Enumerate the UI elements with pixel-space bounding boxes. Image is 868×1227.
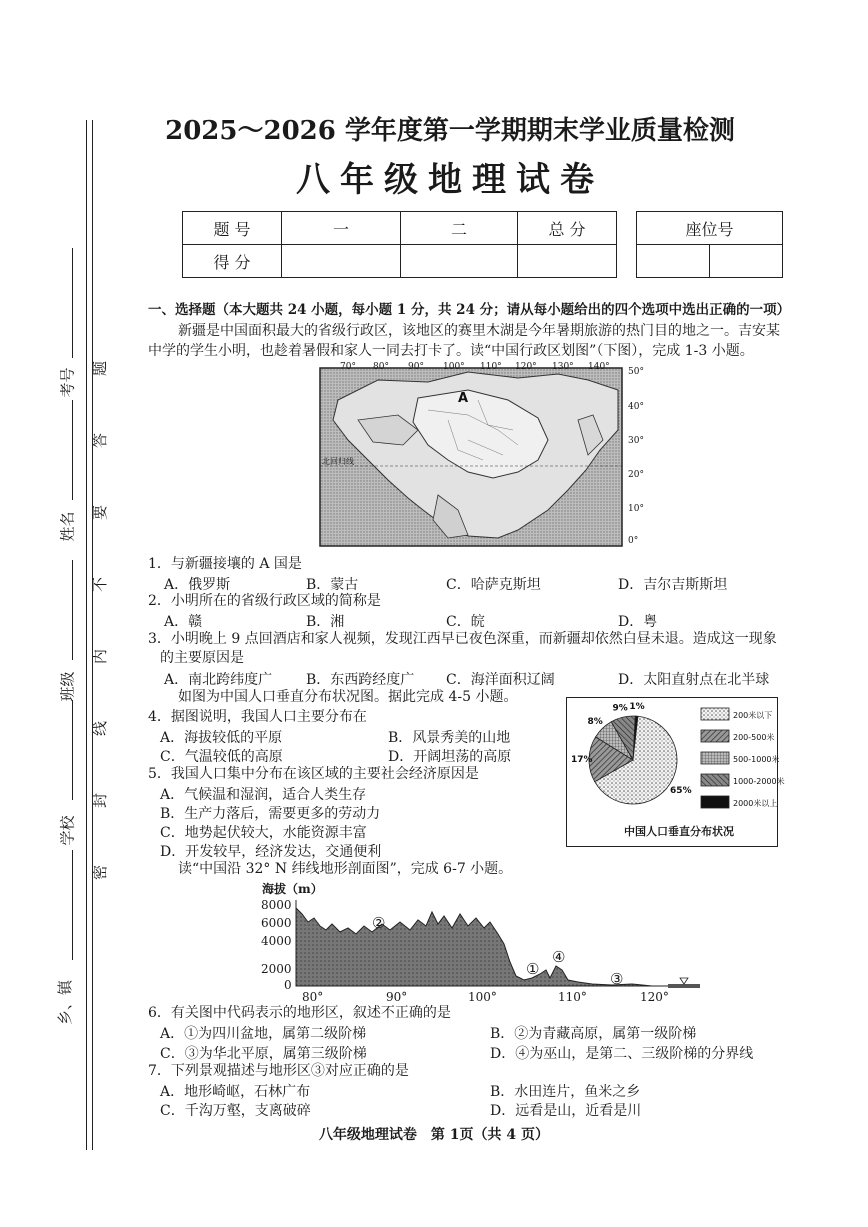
map-lon-label: 140° [588, 362, 610, 372]
profile-marker-3: ③ [610, 970, 624, 988]
seat-table [636, 211, 783, 278]
pie-legend-label: 200米以下 [733, 711, 773, 720]
name-label: 姓名 [58, 511, 77, 542]
pie-legend-swatch [701, 752, 729, 764]
pie-legend-label: 200-500米 [733, 733, 775, 742]
score-row-label: 得 分 [183, 245, 282, 278]
pie-legend-swatch [701, 774, 729, 786]
q7-option-c[interactable]: C．千沟万壑，支离破碎 [160, 1103, 311, 1119]
q4-option-d[interactable]: D．开阔坦荡的高原 [388, 749, 512, 765]
profile-x-tick: 120° [640, 990, 669, 1004]
map-lon-label: 130° [552, 362, 574, 372]
profile-x-tick: 110° [558, 990, 587, 1004]
pie-legend-label: 2000米以上 [733, 799, 778, 808]
pie-value-label: 1% [629, 702, 645, 713]
pie-legend-swatch [701, 708, 729, 720]
map-lon-label: 90° [408, 362, 424, 372]
exam-number-label: 考号 [58, 367, 77, 398]
q1-option-c[interactable]: C．哈萨克斯坦 [446, 577, 541, 593]
score-header-label: 题 号 [183, 212, 282, 245]
seal-char: 线 [91, 720, 110, 737]
q6-option-d[interactable]: D．④为巫山，是第二、三级阶梯的分界线 [490, 1046, 754, 1062]
exam-subject-title: 八年级地理试卷 [296, 160, 604, 200]
q2-stem: 2．小明所在的省级行政区域的简称是 [148, 593, 381, 609]
pie-value-label: 65% [670, 785, 692, 796]
q7-option-d[interactable]: D．远看是山，近看是川 [490, 1103, 642, 1119]
score-cell-part2[interactable] [401, 245, 518, 278]
section1-intro-line2: 中学的学生小明，也趁着暑假和家人一同去打卡了。读“中国行政区划图”（下图），完成 1-3 小题。 [148, 343, 754, 359]
q3-option-d[interactable]: D．太阳直射点在北半球 [618, 672, 770, 688]
map-lon-label: 120° [515, 362, 537, 372]
profile-x-tick: 80° [302, 990, 324, 1004]
q4-stem: 4．据图说明，我国人口主要分布在 [148, 709, 367, 725]
q3-stem-cont: 的主要原因是 [160, 650, 244, 666]
q1-option-a[interactable]: A．俄罗斯 [164, 577, 231, 593]
q3-option-a[interactable]: A．南北跨纬度广 [164, 672, 273, 688]
map-lon-label: 110° [480, 362, 502, 372]
seal-char: 要 [91, 504, 110, 521]
pie-chart-title: 中国人口垂直分布状况 [624, 825, 734, 838]
q2-option-b[interactable]: B．湘 [306, 614, 345, 630]
seal-char: 封 [91, 792, 110, 809]
q2-option-d[interactable]: D．粤 [618, 614, 658, 630]
map-lat-label: 30° [628, 436, 644, 446]
map-lat-label: 40° [628, 402, 644, 412]
map-lon-label: 70° [340, 362, 356, 372]
map-lat-label: 0° [628, 536, 639, 546]
map-label-tropic: 北回归线 [322, 457, 354, 466]
q1-option-b[interactable]: B．蒙古 [306, 577, 359, 593]
seal-char: 答 [91, 432, 110, 449]
seal-char: 密 [91, 864, 110, 881]
map-lon-label: 100° [443, 362, 465, 372]
seat-cell-2[interactable] [710, 245, 783, 278]
township-label: 乡、镇 [56, 979, 75, 1026]
q5-stem: 5．我国人口集中分布在该区域的主要社会经济原因是 [148, 766, 479, 782]
score-table [182, 211, 617, 278]
map-label-a: A [458, 391, 469, 406]
q3-stem: 3．小明晚上 9 点回酒店和家人视频，发现江西早已夜色深重，而新疆却依然白昼未退。造成这一现象 [148, 631, 777, 647]
q7-option-a[interactable]: A．地形崎岖，石林广布 [160, 1084, 311, 1100]
page-footer: 八年级地理试卷 第 1页（共 4 页） [318, 1127, 550, 1143]
score-header-part1: 一 [282, 212, 401, 245]
pie-legend-swatch [701, 730, 729, 742]
profile-x-tick: 90° [386, 990, 408, 1004]
exam-title: 2025～2026 学年度第一学期期末学业质量检测 [165, 116, 735, 146]
q3-option-b[interactable]: B．东西跨经度广 [306, 672, 415, 688]
map-lat-label: 20° [628, 470, 644, 480]
profile-marker-4: ④ [552, 948, 566, 966]
score-cell-part1[interactable] [282, 245, 401, 278]
pie-intro: 如图为中国人口垂直分布状况图。据此完成 4-5 小题。 [178, 689, 518, 705]
q2-option-c[interactable]: C．皖 [446, 614, 485, 630]
binding-outer-line [86, 120, 87, 1150]
section1-intro-line1: 新疆是中国面积最大的省级行政区，该地区的赛里木湖是今年暑期旅游的热门目的地之一。吉安某 [178, 323, 780, 339]
map-lon-label: 80° [373, 362, 389, 372]
profile-ylabel: 海拔（m） [262, 882, 323, 896]
seal-char: 不 [91, 576, 110, 593]
q5-option-a[interactable]: A．气候温和湿润，适合人类生存 [160, 787, 367, 803]
q7-option-b[interactable]: B．水田连片，鱼米之乡 [490, 1084, 641, 1100]
township-blank[interactable] [72, 850, 73, 960]
profile-y-tick: 6000 [261, 916, 292, 930]
score-cell-total[interactable] [518, 245, 617, 278]
pie-legend-label: 1000-2000米 [733, 777, 785, 786]
profile-chart [292, 900, 704, 992]
class-blank[interactable] [72, 560, 73, 660]
q5-option-d[interactable]: D．开发较早，经济发达，交通便利 [160, 844, 382, 860]
q6-option-b[interactable]: B．②为青藏高原，属第一级阶梯 [490, 1026, 697, 1042]
q5-option-c[interactable]: C．地势起伏较大，水能资源丰富 [160, 825, 367, 841]
q5-option-b[interactable]: B．生产力落后，需要更多的劳动力 [160, 806, 381, 822]
pie-legend-label: 500-1000米 [733, 755, 780, 764]
q6-stem: 6．有关图中代码表示的地形区，叙述不正确的是 [148, 1005, 451, 1021]
pie-value-label: 8% [587, 717, 603, 728]
q1-option-d[interactable]: D．吉尔吉斯斯坦 [618, 577, 728, 593]
china-admin-map [318, 360, 648, 550]
q4-option-c[interactable]: C．气温较低的高原 [160, 749, 283, 765]
q6-option-a[interactable]: A．①为四川盆地，属第二级阶梯 [160, 1026, 367, 1042]
seal-char: 题 [91, 360, 110, 377]
q7-stem: 7．下列景观描述与地形区③对应正确的是 [148, 1063, 409, 1079]
seal-char: 内 [91, 648, 110, 665]
map-lat-label: 10° [628, 504, 644, 514]
binding-inner-line [92, 120, 93, 1150]
q4-option-b[interactable]: B．风景秀美的山地 [388, 730, 511, 746]
school-label: 学校 [58, 815, 77, 846]
score-header-part2: 二 [401, 212, 518, 245]
profile-y-tick: 2000 [261, 962, 292, 976]
profile-y-tick: 4000 [261, 934, 292, 948]
q1-stem: 1．与新疆接壤的 A 国是 [148, 556, 302, 572]
map-lat-label: 50° [628, 367, 644, 377]
name-blank[interactable] [72, 400, 73, 500]
profile-x-tick: 100° [468, 990, 497, 1004]
profile-marker-2: ② [372, 914, 386, 932]
profile-y-tick: 8000 [261, 898, 292, 912]
exam-number-blank[interactable] [72, 248, 73, 358]
seat-label: 座位号 [637, 212, 783, 245]
section1-heading: 一、选择题（本大题共 24 小题，每小题 1 分，共 24 分；请从每小题给出的四个选项中选出正确的一项） [148, 302, 791, 318]
class-label: 班级 [58, 671, 77, 702]
pie-legend-swatch [701, 796, 729, 808]
seat-cell-1[interactable] [637, 245, 710, 278]
school-blank[interactable] [72, 700, 73, 800]
pie-value-label: 17% [571, 754, 593, 765]
score-header-total: 总 分 [518, 212, 617, 245]
q4-option-a[interactable]: A．海拔较低的平原 [160, 730, 283, 746]
profile-y-tick: 0 [284, 978, 292, 992]
profile-intro: 读“中国沿 32° N 纬线地形剖面图”，完成 6-7 小题。 [178, 861, 513, 877]
profile-marker-1: ① [526, 960, 540, 978]
q6-option-c[interactable]: C．③为华北平原，属第三级阶梯 [160, 1046, 367, 1062]
pie-value-label: 9% [612, 703, 628, 714]
q3-option-c[interactable]: C．海洋面积辽阔 [446, 672, 555, 688]
q2-option-a[interactable]: A．赣 [164, 614, 203, 630]
